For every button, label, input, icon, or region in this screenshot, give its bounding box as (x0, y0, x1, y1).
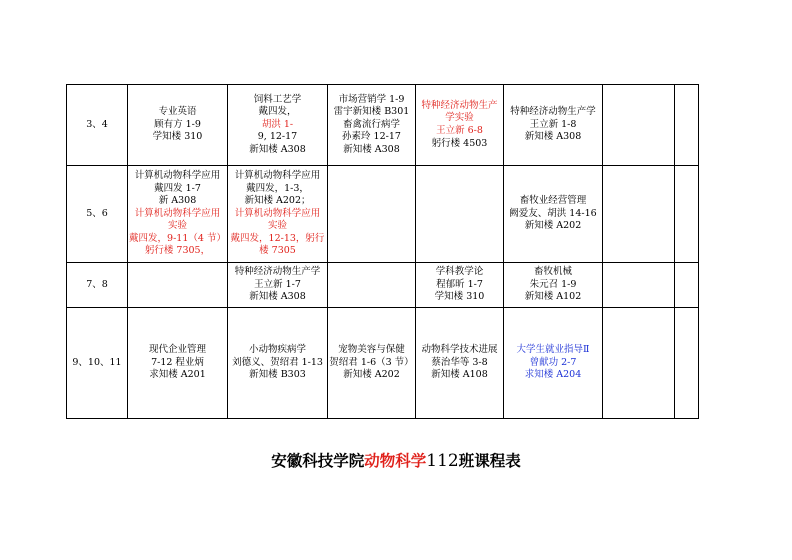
course-line: 王立新 1-8 (529, 118, 577, 130)
course-line: 专业英语 (158, 106, 197, 118)
course-line: 躬行楼 7305， (144, 245, 211, 257)
table-row (67, 263, 699, 308)
course-line: 大学生就业指导Ⅱ (516, 344, 590, 356)
course-line: 小动物疾病学 (248, 344, 306, 356)
course-line: 现代企业管理 (148, 344, 206, 356)
page-title (0, 449, 792, 471)
course-cell (504, 263, 603, 308)
course-line: 程郁昕 1-7 (436, 278, 483, 290)
course-line: 计算机动物科学应用 (134, 207, 221, 219)
course-cell (328, 263, 416, 308)
course-cell (228, 85, 328, 166)
course-cell (416, 85, 504, 166)
course-line: 实验 (267, 220, 287, 232)
course-cell (416, 263, 504, 308)
course-line: 宠物美容与保健 (338, 344, 405, 356)
course-line: 王立新 1-7 (254, 278, 301, 290)
course-line: 动物科学技术进展 (421, 344, 498, 356)
course-cell (675, 308, 699, 419)
course-line: 学科教学论 (435, 266, 484, 278)
course-cell (675, 166, 699, 263)
course-line: 学知楼 310 (152, 131, 203, 143)
course-line: 戴四发，9-11（4 节） (129, 232, 226, 244)
course-line: 7-12 程业炳 (151, 356, 204, 368)
course-cell (603, 263, 675, 308)
course-line: 戴四发，1-3， (246, 182, 309, 194)
course-line: 雷宇新知楼 B301 (333, 106, 410, 118)
course-line: 特种经济动物生产 (421, 99, 498, 111)
course-line: 计算机动物科学应用 (234, 170, 321, 182)
course-cell (228, 166, 328, 263)
course-line: 新知楼 A202 (343, 369, 400, 381)
course-line: 市场营销学 1-9 (338, 93, 405, 105)
course-line: 蔡治华等 3-8 (431, 356, 488, 368)
title-suffix: 班课程表 (458, 452, 521, 470)
course-line: 新知楼 A308 (249, 291, 306, 303)
course-line: 新 A308 (158, 195, 197, 207)
course-cell (128, 308, 228, 419)
course-cell (416, 166, 504, 263)
course-cell (603, 308, 675, 419)
course-cell (504, 166, 603, 263)
course-line: 曾献功 2-7 (529, 356, 577, 368)
schedule-table (66, 84, 699, 419)
period-cell: 3、4 (67, 85, 128, 166)
course-cell (603, 85, 675, 166)
course-line: 学实验 (445, 112, 474, 124)
course-line: 计算机动物科学应用 (134, 170, 221, 182)
course-cell (228, 308, 328, 419)
course-line: 戴四发 1-7 (154, 182, 201, 194)
course-cell (128, 166, 228, 263)
course-cell (504, 85, 603, 166)
course-cell (504, 308, 603, 419)
course-cell (328, 85, 416, 166)
course-line: 特种经济动物生产学 (234, 266, 321, 278)
course-line: 求知楼 A201 (149, 369, 206, 381)
course-line: 王立新 6-8 (436, 125, 483, 136)
course-cell (328, 166, 416, 263)
course-line: 躬行楼 4503 (431, 137, 488, 149)
period-cell: 5、6 (67, 166, 128, 263)
course-line: 刘德义、贺绍君 1-13 (232, 356, 323, 368)
table-row (67, 85, 699, 166)
course-line: 畜牧业经营管理 (519, 195, 587, 207)
course-line: 戴四发，12-13，躬行 (230, 232, 325, 244)
course-line: 戴四发， (258, 106, 297, 118)
course-line: 新知楼 A202 (524, 220, 582, 232)
course-cell (603, 166, 675, 263)
course-line: 楼 7305 (259, 245, 296, 257)
course-line: 顾有方 1-9 (154, 118, 201, 130)
course-line: 新知楼 A308 (524, 131, 582, 143)
title-number: 112 (426, 451, 459, 471)
course-line: 畜牧机械 (533, 266, 572, 278)
course-line: 新知楼 B303 (249, 369, 306, 381)
course-cell (675, 85, 699, 166)
course-line: 实验 (167, 220, 187, 232)
course-line: 新知楼 A202； (244, 195, 311, 207)
course-line: 畜禽流行病学 (342, 118, 400, 130)
course-line: 饲料工艺学 (253, 93, 302, 105)
course-line: 特种经济动物生产学 (510, 106, 596, 118)
course-cell (128, 85, 228, 166)
course-line: 新知楼 A102 (524, 291, 582, 303)
table-row (67, 166, 699, 263)
period-cell: 7、8 (67, 263, 128, 308)
course-line: 计算机动物科学应用 (234, 207, 321, 219)
course-line: 新知楼 A308 (343, 143, 400, 155)
course-line: 朱元召 1-9 (529, 278, 577, 290)
table-row (67, 308, 699, 419)
course-line: 9, 12-17 (257, 131, 298, 143)
course-line: 孙素玲 12-17 (342, 131, 401, 143)
course-line: 贺绍君 1-6（3 节） (329, 356, 414, 368)
course-line: 求知楼 A204 (524, 369, 582, 381)
course-line: 阙爱友、胡洪 14-16 (509, 207, 597, 219)
course-line: 新知楼 A108 (431, 369, 488, 381)
course-cell (128, 263, 228, 308)
course-cell (416, 308, 504, 419)
course-line: 新知楼 A308 (249, 143, 306, 155)
title-major: 动物科学 (364, 452, 427, 470)
course-cell (675, 263, 699, 308)
course-cell (328, 308, 416, 419)
course-line: 学知楼 310 (434, 291, 485, 303)
period-cell: 9、10、11 (67, 308, 128, 419)
course-line: 胡洪 1- (261, 118, 294, 130)
course-cell (228, 263, 328, 308)
title-prefix: 安徽科技学院 (271, 452, 365, 470)
